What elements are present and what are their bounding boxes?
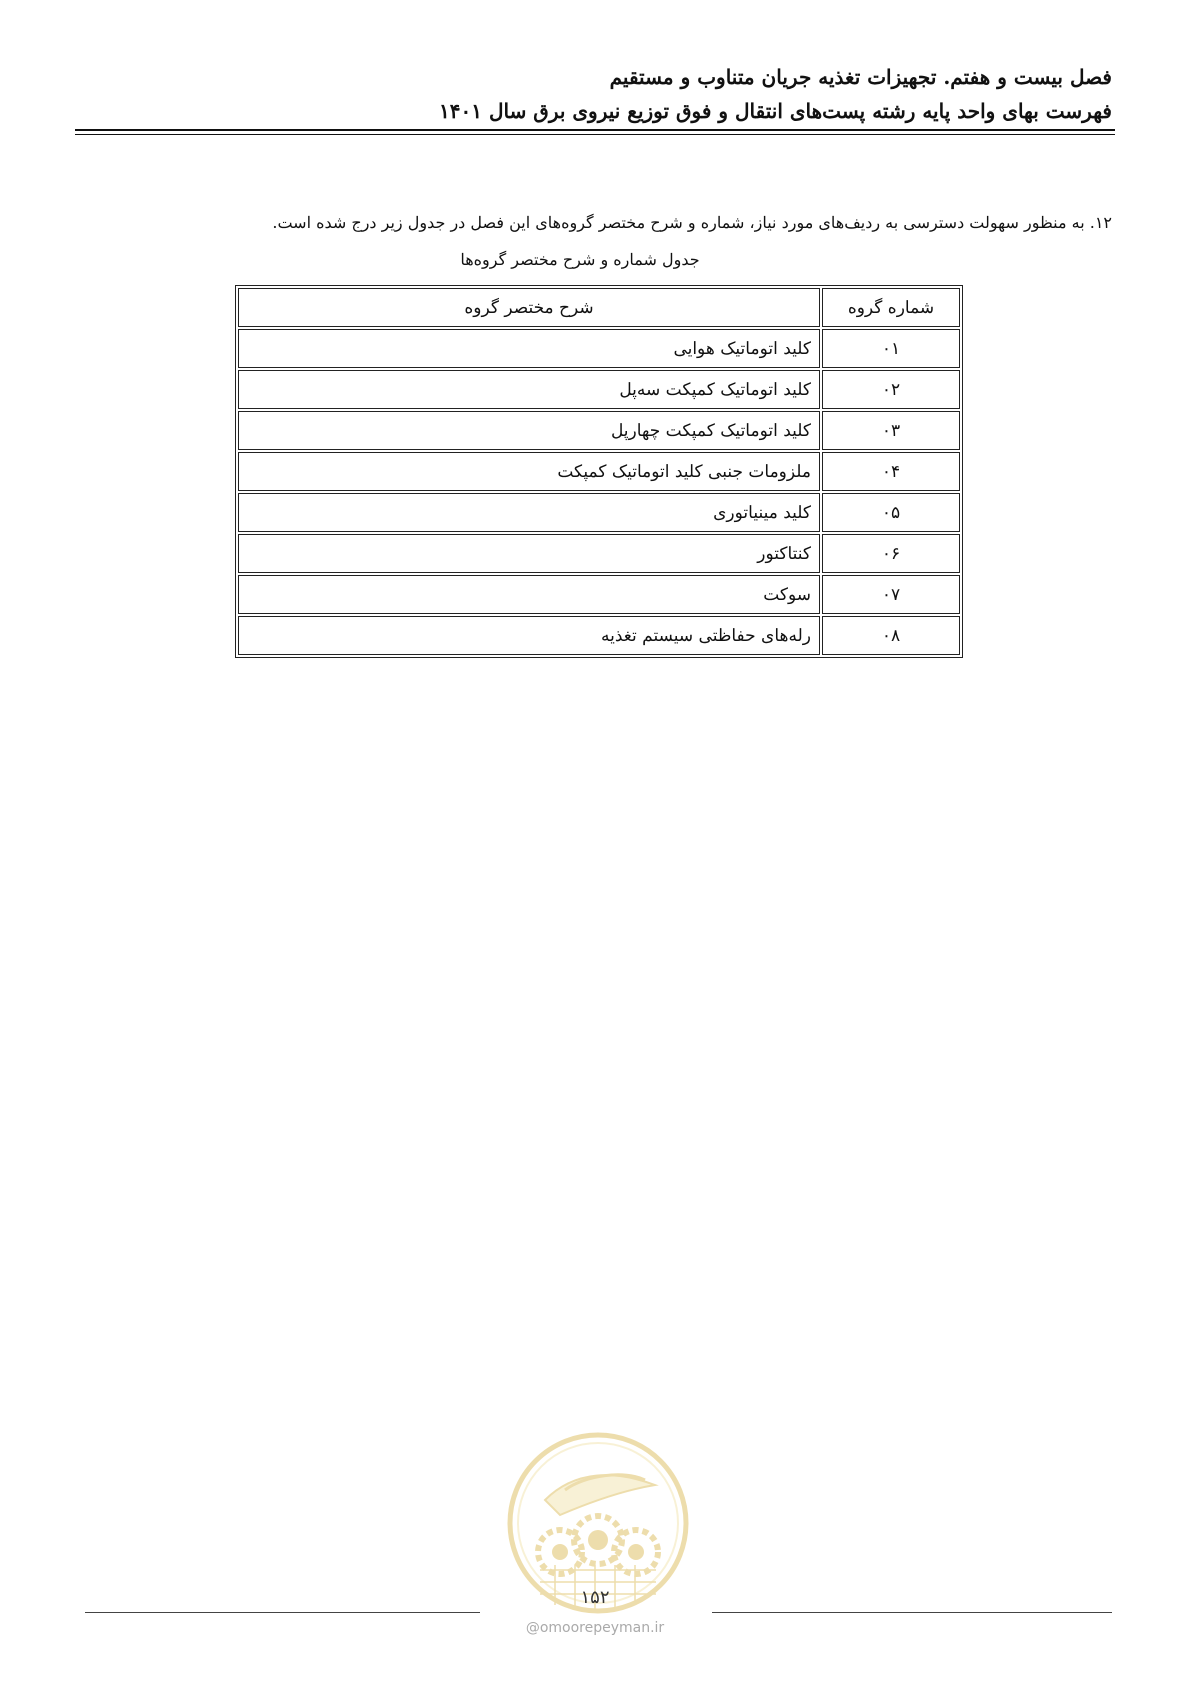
group-number: ۰۸ — [822, 616, 960, 655]
header-group-description: شرح مختصر گروه — [238, 288, 820, 327]
table-row — [238, 575, 960, 614]
header-rule-thin — [75, 134, 1115, 135]
group-description: کلید مینیاتوری — [238, 493, 820, 532]
group-description: کلید اتوماتیک کمپکت چهارپل — [238, 411, 820, 450]
footer-rule-left — [85, 1612, 480, 1613]
website-watermark: @omoorepeyman.ir — [525, 1620, 665, 1636]
table-row — [238, 329, 960, 368]
table-row — [238, 452, 960, 491]
page-header — [439, 60, 1112, 128]
table-row — [238, 370, 960, 409]
table-header-row — [238, 288, 960, 327]
footer-rule-right — [712, 1612, 1112, 1613]
group-number: ۰۵ — [822, 493, 960, 532]
group-description: کلید اتوماتیک کمپکت سه‌پل — [238, 370, 820, 409]
group-description: سوکت — [238, 575, 820, 614]
group-description: کنتاکتور — [238, 534, 820, 573]
group-number: ۰۷ — [822, 575, 960, 614]
group-number: ۰۶ — [822, 534, 960, 573]
group-number: ۰۴ — [822, 452, 960, 491]
table-row — [238, 493, 960, 532]
table-row — [238, 534, 960, 573]
header-rule-thick — [75, 129, 1115, 131]
intro-paragraph: ۱۲. به منظور سهولت دسترسی به ردیف‌های مورد نیاز، شماره و شرح مختصر گروه‌های این فصل در جدول زیر درج شده است. — [272, 213, 1112, 232]
table-row — [238, 411, 960, 450]
chapter-title: فصل بیست و هفتم. تجهیزات تغذیه جریان متناوب و مستقیم — [609, 65, 1112, 89]
table-row — [238, 616, 960, 655]
group-description: رله‌های حفاظتی سیستم تغذیه — [238, 616, 820, 655]
table-caption — [0, 250, 1160, 269]
header-group-number: شماره گروه — [822, 288, 960, 327]
group-number: ۰۱ — [822, 329, 960, 368]
table-caption-text: جدول شماره و شرح مختصر گروه‌ها — [460, 250, 700, 269]
group-description: کلید اتوماتیک هوایی — [238, 329, 820, 368]
groups-table — [235, 285, 963, 658]
group-description: ملزومات جنبی کلید اتوماتیک کمپکت — [238, 452, 820, 491]
group-number: ۰۲ — [822, 370, 960, 409]
document-title: فهرست بهای واحد پایه رشته پست‌های انتقال و فوق توزیع نیروی برق سال ۱۴۰۱ — [439, 99, 1112, 123]
page-number: ۱۵۲ — [580, 1587, 610, 1608]
group-number: ۰۳ — [822, 411, 960, 450]
